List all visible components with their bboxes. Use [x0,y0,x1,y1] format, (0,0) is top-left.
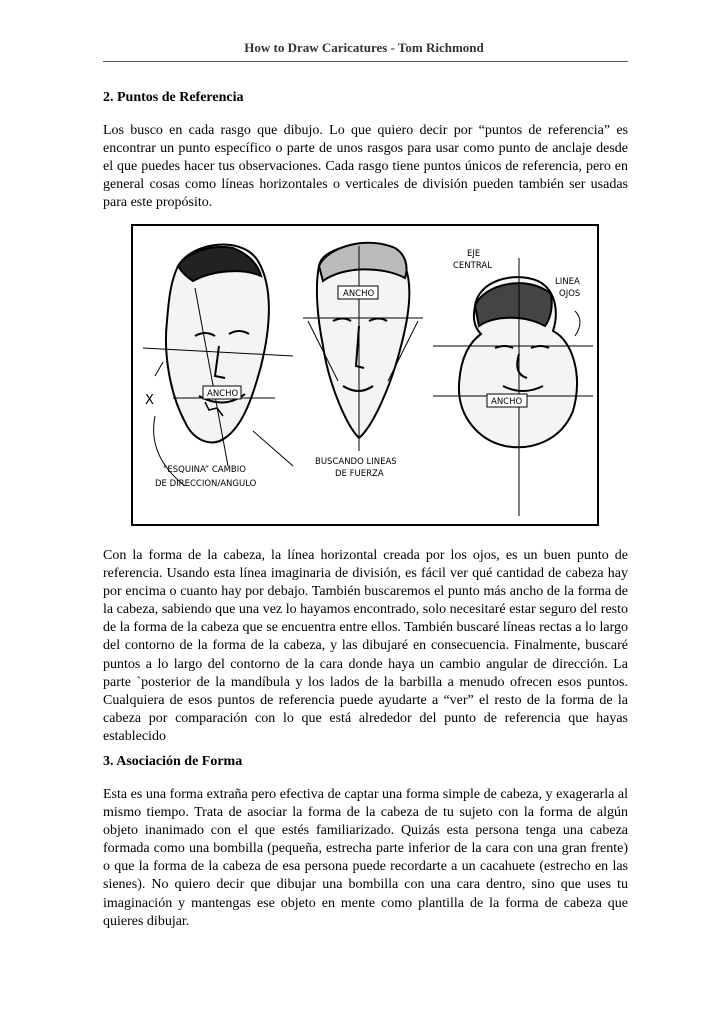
section-heading-referencia: 2. Puntos de Referencia [103,90,244,105]
label-buscando-1: BUSCANDO LINEAS [315,457,397,467]
paragraph-intro: Los busco en cada rasgo que dibujo. Lo que quiero decir por “puntos de referencia” es encontrar un punto específico o parte de unos rasgos para usar como punto de anclaje desde el que puedes hacer tus observaciones. Cada rasgo tiene puntos únicos de referencia, pero en general cosas como líneas horizontales o verticales de división pueden también ser usadas para este propósito. [103,123,628,211]
caricature-head-left [166,245,269,443]
label-ancho-middle: ANCHO [343,289,375,299]
label-esquina-1: “ESQUINA” CAMBIO [163,465,246,475]
label-linea-1: LINEA [555,277,580,287]
label-ancho-left: ANCHO [207,389,239,399]
header-divider [103,61,628,62]
running-header: How to Draw Caricatures - Tom Richmond [244,40,484,55]
label-eje-1: EJE [467,249,481,259]
section-heading-asociacion: 3. Asociación de Forma [103,754,243,769]
caricature-head-right [459,277,577,447]
caricature-head-middle [317,243,409,438]
paragraph-body-asociacion: Esta es una forma extraña pero efectiva de captar una forma simple de cabeza, y exagerarla al mismo tiempo. Trata de asociar la forma de la cabeza de tu sujeto con la forma de algún objeto inanimado con el que estés familiarizado. Quizás esta persona tenga una cabeza formada como una bombilla (pequeña, estrecha parte inferior de la cara con una gran frente) o que la forma de la cabeza de esa persona puede recordarte a un cacahuete (estrecho en las sienes). No quiero decir que dibujar una bombilla con una cara dentro, sino que uses tu imaginación y mantengas ese objeto en mente como plantilla de la forma de cabeza que quieres dibujar. [103,787,628,929]
label-linea-2: OJOS [559,289,581,299]
label-eje-2: CENTRAL [453,261,492,271]
label-x-mark: X [145,393,154,408]
caricature-illustration [131,224,599,526]
label-ancho-right: ANCHO [491,397,523,407]
label-buscando-2: DE FUERZA [335,469,384,479]
paragraph-body-referencia: Con la forma de la cabeza, la línea horizontal creada por los ojos, es un buen punto de referencia. Usando esta línea imaginaria de división, es fácil ver qué cantidad de cabeza hay por encima o cuanto hay por debajo. También buscaremos el punto más ancho de la forma de la cabeza, sabiendo que una vez lo hayamos encontrado, solo necesitaré estar seguro del resto de la forma de la cabeza que se encuentra entre ellos. También buscaré líneas rectas a lo largo del contorno de la forma de la cabeza, y las dibujaré en consecuencia. Finalmente, buscaré puntos a lo largo del contorno de la cara donde haya un cambio angular de dirección. La parte `posterior de la mandíbula y los lados de la barbilla a menudo ofrecen esos puntos. Cualquiera de esos puntos de referencia puede ayudarte a “ver” el resto de la forma de la cabeza por comparación con lo que está alrededor del punto de referencia que hayas establecido [103,548,628,744]
label-esquina-2: DE DIRECCION/ANGULO [155,479,257,489]
